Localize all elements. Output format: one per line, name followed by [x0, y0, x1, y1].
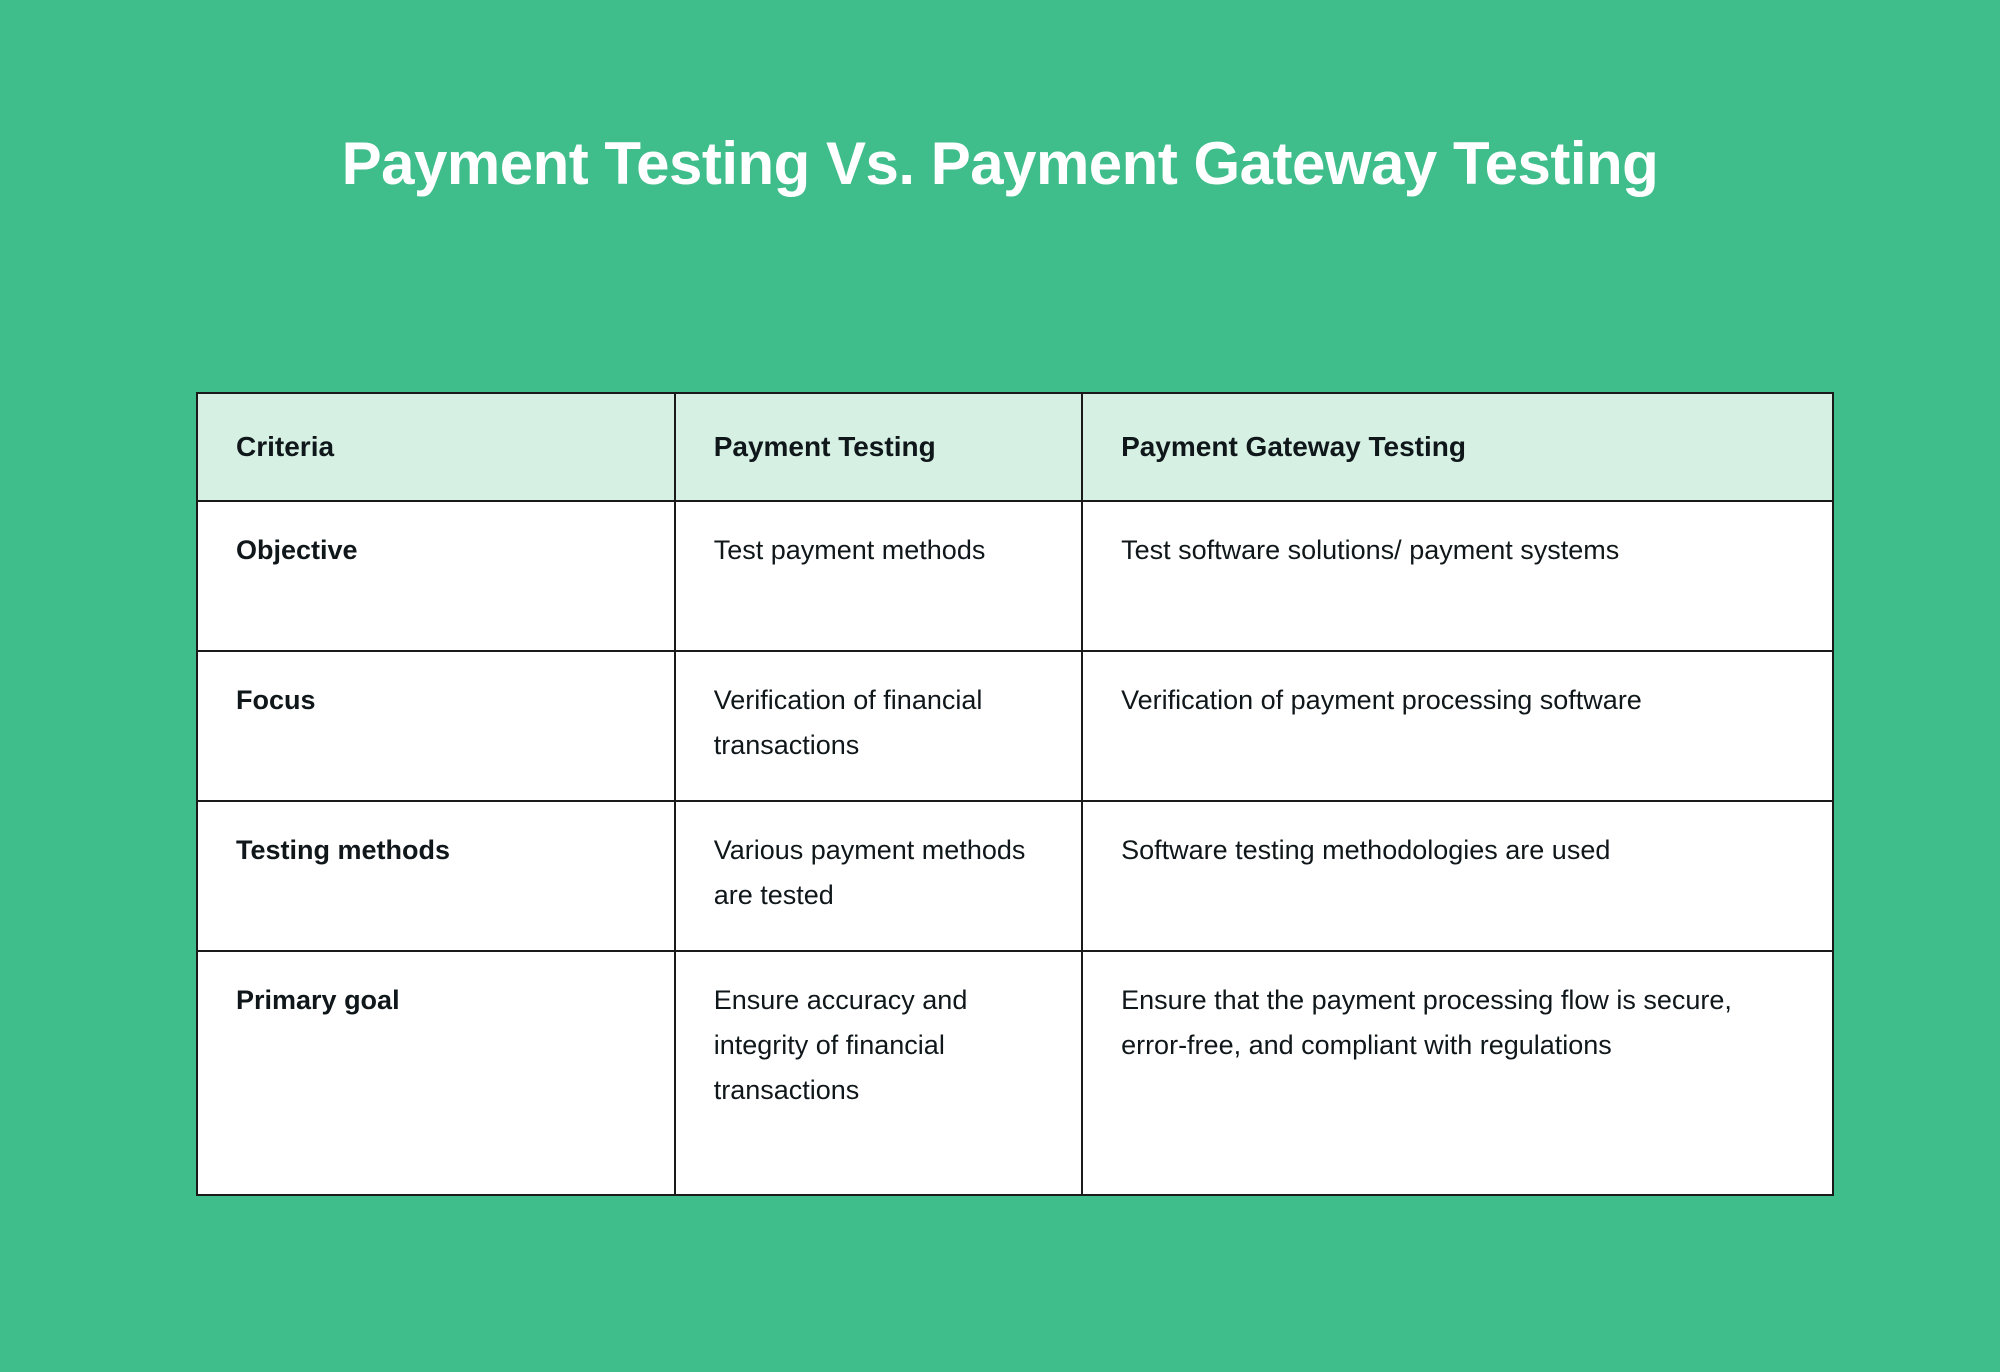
- column-header-payment-gateway-testing: Payment Gateway Testing: [1082, 393, 1833, 501]
- cell-primary-goal-payment-testing: Ensure accuracy and integrity of financial transactions: [675, 951, 1082, 1195]
- table-header-row: [197, 393, 1833, 501]
- cell-testing-methods-payment-testing: Various payment methods are tested: [675, 801, 1082, 951]
- row-criteria-focus: Focus: [197, 651, 675, 801]
- cell-focus-payment-gateway-testing: Verification of payment processing software: [1082, 651, 1833, 801]
- row-criteria-primary-goal: Primary goal: [197, 951, 675, 1195]
- row-criteria-testing-methods: Testing methods: [197, 801, 675, 951]
- cell-objective-payment-gateway-testing: Test software solutions/ payment systems: [1082, 501, 1833, 651]
- table-row: [197, 501, 1833, 651]
- table-row: [197, 951, 1833, 1195]
- column-header-criteria: Criteria: [197, 393, 675, 501]
- cell-primary-goal-payment-gateway-testing: Ensure that the payment processing flow is secure, error-free, and compliant with regulations: [1082, 951, 1833, 1195]
- cell-testing-methods-payment-gateway-testing: Software testing methodologies are used: [1082, 801, 1833, 951]
- row-criteria-objective: Objective: [197, 501, 675, 651]
- table-row: [197, 801, 1833, 951]
- page-title: Payment Testing Vs. Payment Gateway Testing: [341, 130, 1659, 197]
- table-row: [197, 651, 1833, 801]
- column-header-payment-testing: Payment Testing: [675, 393, 1082, 501]
- table-header: [197, 393, 1833, 501]
- comparison-table: [196, 392, 1834, 1196]
- table-body: [197, 501, 1833, 1195]
- comparison-table-container: [196, 392, 1834, 1196]
- cell-objective-payment-testing: Test payment methods: [675, 501, 1082, 651]
- cell-focus-payment-testing: Verification of financial transactions: [675, 651, 1082, 801]
